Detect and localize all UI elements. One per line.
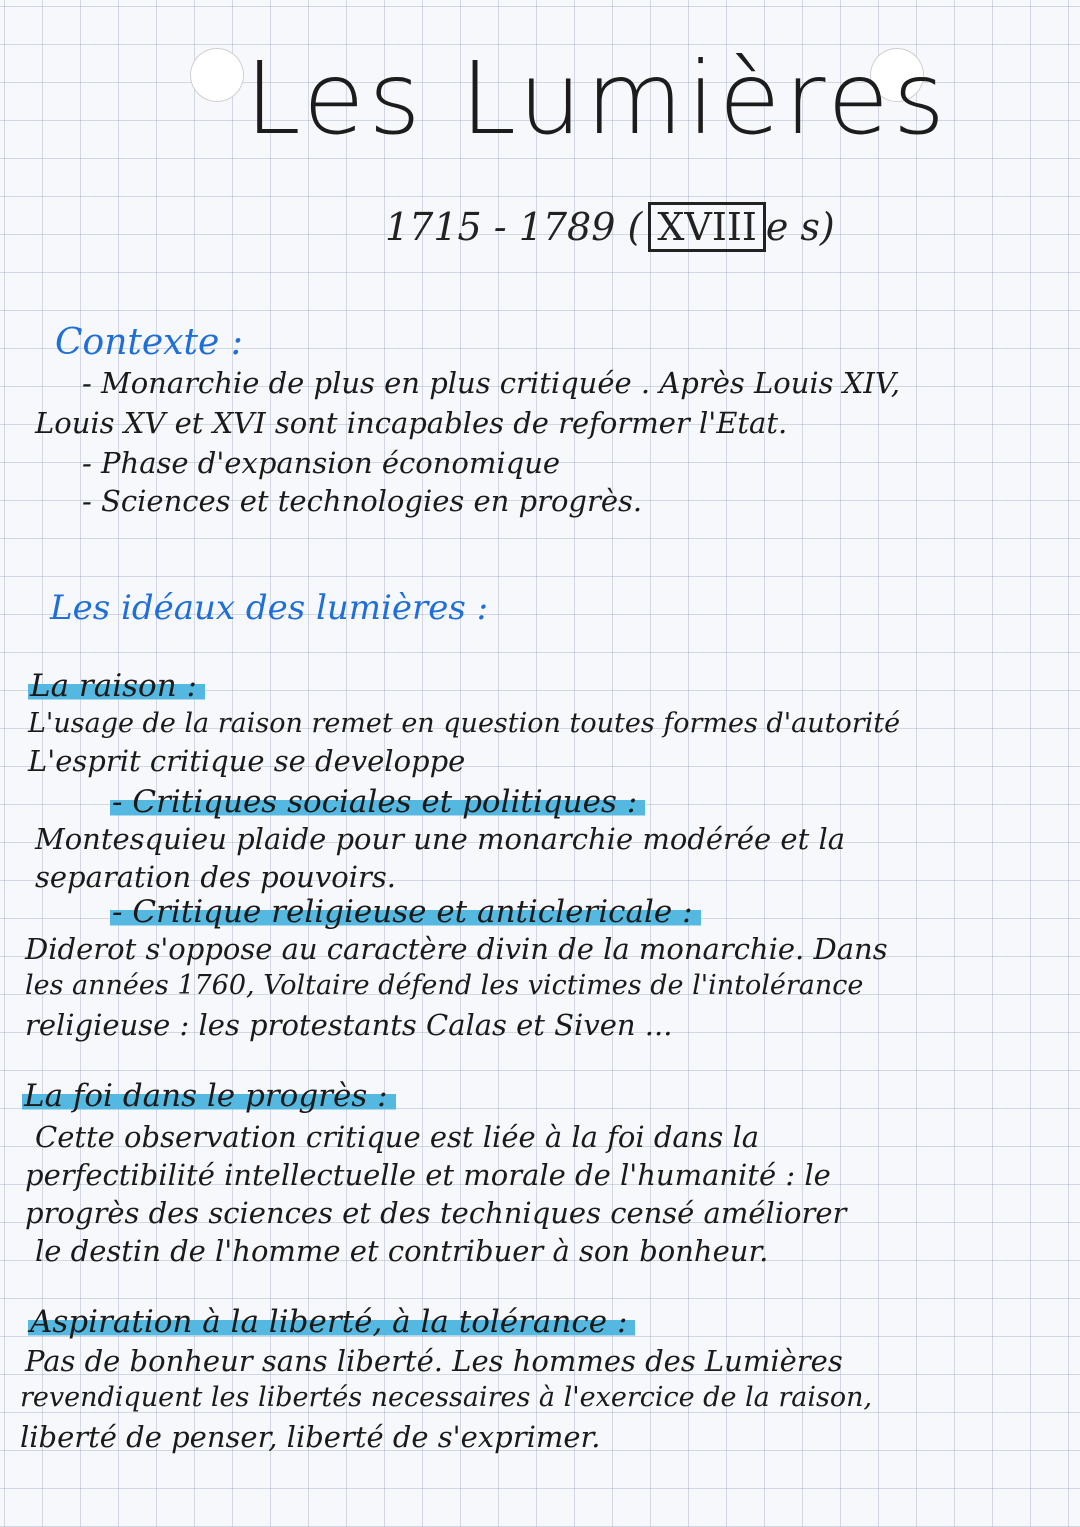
raison-line-1: L'usage de la raison remet en question toutes formes d'autorité [28, 708, 901, 739]
foi-heading-text: La foi dans le progrès : [22, 1078, 396, 1114]
critiques-sociales-line-2: separation des pouvoirs. [35, 860, 396, 894]
foi-line-2: perfectibilité intellectuelle et morale de l'humanité : le [25, 1158, 831, 1192]
ideaux-heading: Les idéaux des lumières : [50, 588, 489, 628]
critique-religieuse-line-3: religieuse : les protestants Calas et Siven ... [25, 1008, 673, 1042]
century-suffix: e s) [765, 205, 835, 249]
contexte-line-4: - Sciences et technologies en progrès. [82, 484, 643, 518]
contexte-line-2: Louis XV et XVI sont incapables de reformer l'Etat. [35, 406, 788, 440]
critique-religieuse-line-2: les années 1760, Voltaire défend les victimes de l'intolérance [25, 970, 864, 1001]
contexte-heading: Contexte : [55, 322, 243, 363]
contexte-line-3: - Phase d'expansion économique [82, 446, 561, 480]
liberte-line-2: revendiquent les libertés necessaires à l'exercice de la raison, [20, 1382, 873, 1413]
foi-heading [22, 1078, 396, 1114]
page-title: Les Lumières [245, 40, 949, 157]
raison-heading-text: La raison : [28, 668, 205, 704]
foi-line-1: Cette observation critique est liée à la foi dans la [35, 1120, 760, 1154]
contexte-line-1: - Monarchie de plus en plus critiquée . Après Louis XIV, [82, 366, 900, 400]
liberte-heading-text: Aspiration à la liberté, à la tolérance : [28, 1304, 635, 1340]
foi-line-3: progrès des sciences et des techniques censé améliorer [25, 1196, 847, 1230]
liberte-heading [28, 1304, 635, 1340]
liberte-line-1: Pas de bonheur sans liberté. Les hommes des Lumières [25, 1344, 843, 1378]
critique-religieuse-heading-text: - Critique religieuse et anticlericale : [110, 894, 701, 930]
critiques-sociales-heading-text: - Critiques sociales et politiques : [110, 784, 645, 820]
critiques-sociales-heading [110, 784, 645, 820]
raison-line-2: L'esprit critique se developpe [28, 744, 466, 778]
date-range-years: 1715 - 1789 ( [385, 205, 643, 249]
liberte-line-3: liberté de penser, liberté de s'exprimer. [20, 1420, 601, 1454]
critiques-sociales-line-1: Montesquieu plaide pour une monarchie modérée et la [35, 822, 846, 856]
critique-religieuse-line-1: Diderot s'oppose au caractère divin de la monarchie. Dans [25, 932, 888, 966]
date-range [385, 205, 835, 249]
foi-line-4: le destin de l'homme et contribuer à son bonheur. [35, 1234, 769, 1268]
raison-heading [28, 668, 205, 704]
critique-religieuse-heading [110, 894, 701, 930]
century-box: XVIII [648, 202, 766, 252]
punch-hole-left [190, 48, 244, 102]
